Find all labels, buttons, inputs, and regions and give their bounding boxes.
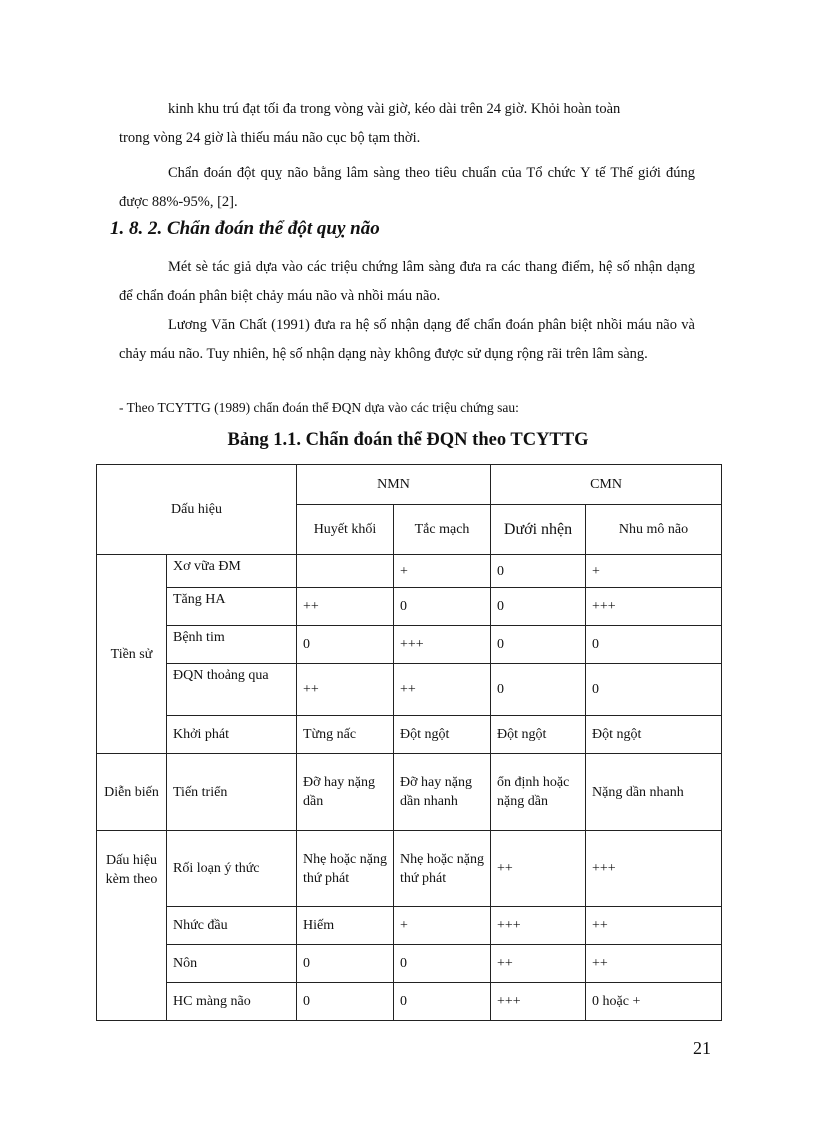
table-cell: +++ — [491, 907, 586, 945]
table-cell: 0 — [586, 626, 722, 664]
table-cell: Đỡ hay nặng dần — [297, 754, 394, 831]
subheader-cell: Tắc mạch — [394, 505, 491, 555]
table-cell: 0 — [491, 664, 586, 716]
table-cell: +++ — [491, 983, 586, 1021]
table-cell: Nặng dần nhanh — [586, 754, 722, 831]
table-cell: ++ — [586, 945, 722, 983]
row-label: Nhức đầu — [167, 907, 297, 945]
table-cell: ++ — [491, 945, 586, 983]
row-label: Tăng HA — [167, 588, 297, 626]
table-row — [97, 907, 722, 945]
table-row — [97, 664, 722, 716]
group-evolution: Diễn biến — [97, 754, 167, 831]
table-cell: ổn định hoặc nặng dần — [491, 754, 586, 831]
table-cell: 0 — [491, 626, 586, 664]
table-cell: Đột ngột — [394, 716, 491, 754]
row-label: Khởi phát — [167, 716, 297, 754]
header-sign: Dấu hiệu — [97, 465, 297, 555]
table-row — [97, 983, 722, 1021]
table-cell: Đột ngột — [586, 716, 722, 754]
table-cell: ++ — [394, 664, 491, 716]
paragraph-line: trong vòng 24 giờ là thiếu máu não cục bộ tạm thời. — [119, 130, 421, 146]
table-cell: + — [394, 555, 491, 588]
table-cell: Đỡ hay nặng dần nhanh — [394, 754, 491, 831]
table-cell: + — [394, 907, 491, 945]
table-header-row — [97, 465, 722, 505]
table-cell: +++ — [586, 831, 722, 907]
table-cell: ++ — [491, 831, 586, 907]
paragraph: Chẩn đoán đột quỵ não bằng lâm sàng theo tiêu chuẩn của Tổ chức Y tế Thế giới đúng được 88%-95%, [2]. — [119, 165, 695, 210]
table-cell: + — [586, 555, 722, 588]
group-history: Tiền sử — [97, 555, 167, 754]
table-cell: ++ — [297, 664, 394, 716]
table-cell: 0 — [297, 983, 394, 1021]
header-cmn: CMN — [491, 465, 722, 505]
table-caption: Bảng 1.1. Chẩn đoán thể ĐQN theo TCYTTG — [227, 430, 589, 450]
table-cell: Hiếm — [297, 907, 394, 945]
table-row — [97, 831, 722, 907]
table-cell: Nhẹ hoặc nặng thứ phát — [297, 831, 394, 907]
table-cell: Đột ngột — [491, 716, 586, 754]
table-cell: 0 — [297, 626, 394, 664]
table-row — [97, 716, 722, 754]
table-cell: +++ — [586, 588, 722, 626]
table-row — [97, 945, 722, 983]
table-row — [97, 555, 722, 588]
diagnosis-table — [96, 464, 722, 1021]
row-label: Tiến triển — [167, 754, 297, 831]
table-row — [97, 626, 722, 664]
table-row — [97, 588, 722, 626]
table-cell — [297, 555, 394, 588]
subheader-cell: Dưới nhện — [491, 505, 586, 555]
table-cell: 0 hoặc + — [586, 983, 722, 1021]
table-cell: 0 — [491, 588, 586, 626]
group-accompanying: Dấu hiệu kèm theo — [97, 831, 167, 1021]
paragraph: Mét sè tác giả dựa vào các triệu chứng lâm sàng đưa ra các thang điểm, hệ số nhận dạng để chẩn đoán phân biệt chảy máu não và nhồi máu não. — [119, 259, 695, 304]
row-label: HC màng não — [167, 983, 297, 1021]
row-label: Bệnh tim — [167, 626, 297, 664]
table-cell: ++ — [586, 907, 722, 945]
table-cell: 0 — [586, 664, 722, 716]
row-label: Rối loạn ý thức — [167, 831, 297, 907]
row-label: Nôn — [167, 945, 297, 983]
subheader-cell: Nhu mô não — [586, 505, 722, 555]
table-cell: ++ — [297, 588, 394, 626]
table-cell: Nhẹ hoặc nặng thứ phát — [394, 831, 491, 907]
table-cell: 0 — [394, 945, 491, 983]
subheader-cell: Huyết khối — [297, 505, 394, 555]
table-cell: Từng nấc — [297, 716, 394, 754]
paragraph-line: kinh khu trú đạt tối đa trong vòng vài giờ, kéo dài trên 24 giờ. Khỏi hoàn toàn — [168, 101, 621, 117]
table-cell: +++ — [394, 626, 491, 664]
table-cell: 0 — [394, 588, 491, 626]
table-cell: 0 — [297, 945, 394, 983]
paragraph: Lương Văn Chất (1991) đưa ra hệ số nhận dạng để chẩn đoán phân biệt nhồi máu não và chảy máu não. Tuy nhiên, hệ số nhận dạng này không được sử dụng rộng rãi trên lâm sàng. — [119, 317, 695, 362]
page-number: 21 — [693, 1038, 711, 1058]
row-label: Xơ vữa ĐM — [167, 555, 297, 588]
paragraph: - Theo TCYTTG (1989) chẩn đoán thể ĐQN dựa vào các triệu chứng sau: — [119, 400, 519, 415]
table-row — [97, 754, 722, 831]
row-label: ĐQN thoảng qua — [167, 664, 297, 716]
header-nmn: NMN — [297, 465, 491, 505]
section-heading: 1. 8. 2. Chẩn đoán thể đột quỵ não — [110, 218, 380, 239]
table-cell: 0 — [394, 983, 491, 1021]
table-cell: 0 — [491, 555, 586, 588]
